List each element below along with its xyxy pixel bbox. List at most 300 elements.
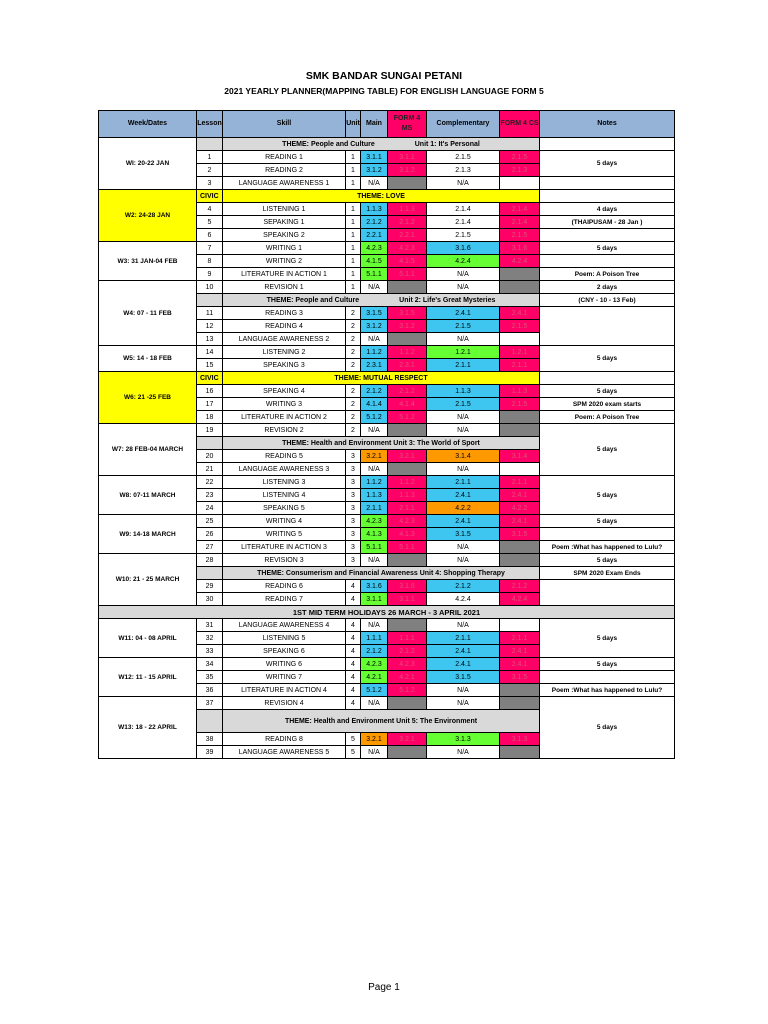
form4-cs: 2.4.1 bbox=[500, 658, 540, 671]
skill-name: LANGUAGE AWARENESS 2 bbox=[223, 333, 346, 346]
complementary-standard: N/A bbox=[427, 684, 500, 697]
main-standard: 4.2.3 bbox=[361, 658, 388, 671]
lesson-number: 5 bbox=[197, 216, 223, 229]
form4-ms: 1.1.2 bbox=[388, 346, 427, 359]
notes-cell: 5 days bbox=[540, 385, 675, 398]
lesson-row bbox=[99, 242, 675, 255]
lesson-number: 13 bbox=[197, 333, 223, 346]
form4-cs: 3.1.3 bbox=[500, 733, 540, 746]
lesson-number: 19 bbox=[197, 424, 223, 437]
skill-name: READING 6 bbox=[223, 580, 346, 593]
form4-cs bbox=[500, 541, 540, 554]
skill-name: READING 4 bbox=[223, 320, 346, 333]
form4-cs bbox=[500, 697, 540, 710]
unit-number: 3 bbox=[346, 450, 361, 463]
main-standard: N/A bbox=[361, 333, 388, 346]
theme-label: THEME: Health and Environment Unit 5: The Environment bbox=[284, 717, 478, 725]
form4-cs: 4.2.2 bbox=[500, 502, 540, 515]
form4-ms: 3.2.1 bbox=[388, 733, 427, 746]
theme-blank bbox=[197, 294, 223, 307]
main-standard: 3.1.2 bbox=[361, 164, 388, 177]
lesson-number: 7 bbox=[197, 242, 223, 255]
main-standard: 2.2.1 bbox=[361, 229, 388, 242]
main-standard: 3.1.2 bbox=[361, 320, 388, 333]
lesson-number: 34 bbox=[197, 658, 223, 671]
week-dates: W5: 14 - 18 FEB bbox=[99, 346, 197, 372]
main-standard: 3.1.5 bbox=[361, 307, 388, 320]
form4-cs bbox=[500, 463, 540, 476]
form4-cs: 4.2.4 bbox=[500, 593, 540, 606]
main-standard: 5.1.2 bbox=[361, 684, 388, 697]
unit-number: 3 bbox=[346, 554, 361, 567]
main-standard: 2.1.1 bbox=[361, 502, 388, 515]
main-standard: 4.1.5 bbox=[361, 255, 388, 268]
form4-ms: 3.1.1 bbox=[388, 593, 427, 606]
main-standard: 2.1.2 bbox=[361, 645, 388, 658]
lesson-number: 33 bbox=[197, 645, 223, 658]
theme-label: THEME: Consumerism and Financial Awareness Unit 4: Shopping Therapy bbox=[257, 569, 505, 577]
complementary-standard: N/A bbox=[427, 619, 500, 632]
lesson-number: 21 bbox=[197, 463, 223, 476]
form4-ms bbox=[388, 463, 427, 476]
week-dates: W2: 24-28 JAN bbox=[99, 190, 197, 242]
complementary-standard: 3.1.4 bbox=[427, 450, 500, 463]
form4-cs: 2.1.5 bbox=[500, 151, 540, 164]
skill-name: LITERATURE IN ACTION 4 bbox=[223, 684, 346, 697]
skill-name: LISTENING 1 bbox=[223, 203, 346, 216]
lesson-number: 6 bbox=[197, 229, 223, 242]
unit-number: 2 bbox=[346, 385, 361, 398]
lesson-number: 30 bbox=[197, 593, 223, 606]
lesson-number: 35 bbox=[197, 671, 223, 684]
week-dates: W10: 21 - 25 MARCH bbox=[99, 554, 197, 606]
skill-name: LISTENING 4 bbox=[223, 489, 346, 502]
complementary-standard: 2.1.1 bbox=[427, 359, 500, 372]
form4-ms: 2.1.2 bbox=[388, 216, 427, 229]
complementary-standard: N/A bbox=[427, 177, 500, 190]
skill-name: LITERATURE IN ACTION 1 bbox=[223, 268, 346, 281]
form4-cs: 2.1.1 bbox=[500, 476, 540, 489]
main-standard: N/A bbox=[361, 177, 388, 190]
col-form4-ms: FORM 4 MS bbox=[388, 111, 427, 138]
week-dates: W4: 07 - 11 FEB bbox=[99, 281, 197, 346]
lesson-number: 37 bbox=[197, 697, 223, 710]
complementary-standard: 2.1.1 bbox=[427, 632, 500, 645]
form4-cs: 3.1.5 bbox=[500, 528, 540, 541]
form4-ms: 1.1.1 bbox=[388, 632, 427, 645]
theme-cell bbox=[223, 437, 540, 450]
notes-cell: Poem: A Poison Tree bbox=[540, 268, 675, 281]
main-standard: 4.2.1 bbox=[361, 671, 388, 684]
skill-name: LISTENING 2 bbox=[223, 346, 346, 359]
holiday-label: 1ST MID TERM HOLIDAYS 26 MARCH - 3 APRIL 2021 bbox=[99, 606, 675, 619]
week-dates: W6: 21 -25 FEB bbox=[99, 372, 197, 424]
theme-cell bbox=[223, 138, 540, 151]
form4-cs bbox=[500, 554, 540, 567]
skill-name: SPEAKING 4 bbox=[223, 385, 346, 398]
lesson-number: 12 bbox=[197, 320, 223, 333]
notes-cell: Poem :What has happened to Lulu? bbox=[540, 541, 675, 554]
unit-number: 5 bbox=[346, 746, 361, 759]
complementary-standard: 2.4.1 bbox=[427, 515, 500, 528]
form4-cs: 2.1.3 bbox=[500, 164, 540, 177]
notes-cell bbox=[540, 229, 675, 242]
notes-cell: 5 days bbox=[540, 619, 675, 658]
main-standard: N/A bbox=[361, 463, 388, 476]
notes-cell bbox=[540, 138, 675, 151]
unit-number: 2 bbox=[346, 424, 361, 437]
main-standard: N/A bbox=[361, 619, 388, 632]
theme-blank bbox=[197, 138, 223, 151]
week-dates: W7: 28 FEB-04 MARCH bbox=[99, 424, 197, 476]
lesson-number: 25 bbox=[197, 515, 223, 528]
col-notes: Notes bbox=[540, 111, 675, 138]
complementary-standard: 3.1.5 bbox=[427, 671, 500, 684]
skill-name: READING 5 bbox=[223, 450, 346, 463]
skill-name: WRITING 2 bbox=[223, 255, 346, 268]
theme-cell bbox=[223, 710, 540, 733]
main-standard: 4.1.4 bbox=[361, 398, 388, 411]
skill-name: REVISION 1 bbox=[223, 281, 346, 294]
notes-cell bbox=[540, 255, 675, 268]
skill-name: SPEAKING 2 bbox=[223, 229, 346, 242]
unit-number: 2 bbox=[346, 411, 361, 424]
lesson-row bbox=[99, 346, 675, 359]
lesson-number: 38 bbox=[197, 733, 223, 746]
notes-cell: 5 days bbox=[540, 554, 675, 567]
unit-number: 4 bbox=[346, 645, 361, 658]
unit-title: Unit 1: It's Personal bbox=[414, 140, 480, 148]
skill-name: READING 1 bbox=[223, 151, 346, 164]
unit-number: 1 bbox=[346, 255, 361, 268]
form4-cs: 4.2.4 bbox=[500, 255, 540, 268]
skill-name: WRITING 6 bbox=[223, 658, 346, 671]
form4-cs: 2.1.5 bbox=[500, 398, 540, 411]
form4-ms: 4.1.3 bbox=[388, 528, 427, 541]
unit-number: 3 bbox=[346, 541, 361, 554]
notes-cell: 5 days bbox=[540, 658, 675, 671]
form4-ms: 1.1.2 bbox=[388, 476, 427, 489]
form4-cs: 2.1.2 bbox=[500, 580, 540, 593]
notes-cell: 5 days bbox=[540, 476, 675, 515]
unit-number: 4 bbox=[346, 671, 361, 684]
form4-ms bbox=[388, 746, 427, 759]
lesson-number: 16 bbox=[197, 385, 223, 398]
unit-number: 2 bbox=[346, 320, 361, 333]
lesson-number: 39 bbox=[197, 746, 223, 759]
lesson-number: 17 bbox=[197, 398, 223, 411]
lesson-number: 29 bbox=[197, 580, 223, 593]
lesson-number: 22 bbox=[197, 476, 223, 489]
main-standard: 1.1.2 bbox=[361, 346, 388, 359]
form4-ms: 2.1.1 bbox=[388, 502, 427, 515]
lesson-number: 24 bbox=[197, 502, 223, 515]
form4-cs bbox=[500, 177, 540, 190]
form4-cs: 2.4.1 bbox=[500, 515, 540, 528]
complementary-standard: 2.4.1 bbox=[427, 307, 500, 320]
unit-number: 5 bbox=[346, 733, 361, 746]
form4-ms: 5.1.1 bbox=[388, 268, 427, 281]
lesson-row bbox=[99, 554, 675, 567]
unit-title: Unit 2: Life's Great Mysteries bbox=[399, 296, 496, 304]
notes-cell bbox=[540, 528, 675, 541]
main-standard: 4.2.3 bbox=[361, 515, 388, 528]
complementary-standard: N/A bbox=[427, 463, 500, 476]
notes-cell bbox=[540, 372, 675, 385]
form4-cs: 2.1.5 bbox=[500, 229, 540, 242]
form4-ms bbox=[388, 333, 427, 346]
lesson-number: 31 bbox=[197, 619, 223, 632]
col-skill: Skill bbox=[223, 111, 346, 138]
skill-name: LANGUAGE AWARENESS 4 bbox=[223, 619, 346, 632]
complementary-standard: 3.1.5 bbox=[427, 528, 500, 541]
lesson-row bbox=[99, 619, 675, 632]
skill-name: LISTENING 5 bbox=[223, 632, 346, 645]
form4-cs bbox=[500, 411, 540, 424]
lesson-number: 23 bbox=[197, 489, 223, 502]
unit-number: 3 bbox=[346, 489, 361, 502]
main-standard: 5.1.2 bbox=[361, 411, 388, 424]
form4-cs bbox=[500, 424, 540, 437]
form4-ms: 4.1.5 bbox=[388, 255, 427, 268]
notes-cell: 2 days bbox=[540, 281, 675, 294]
skill-name: LANGUAGE AWARENESS 3 bbox=[223, 463, 346, 476]
unit-number: 1 bbox=[346, 268, 361, 281]
lesson-number: 28 bbox=[197, 554, 223, 567]
lesson-row bbox=[99, 697, 675, 710]
civic-row bbox=[99, 372, 675, 385]
unit-number: 3 bbox=[346, 515, 361, 528]
notes-cell: 5 days bbox=[540, 242, 675, 255]
form4-ms: 3.1.2 bbox=[388, 320, 427, 333]
form4-cs: 2.4.1 bbox=[500, 307, 540, 320]
week-dates: W12: 11 - 15 APRIL bbox=[99, 658, 197, 697]
complementary-standard: 1.2.1 bbox=[427, 346, 500, 359]
lesson-row bbox=[99, 424, 675, 437]
unit-number: 2 bbox=[346, 307, 361, 320]
main-standard: 3.2.1 bbox=[361, 450, 388, 463]
notes-cell: 5 days bbox=[540, 515, 675, 528]
main-standard: 3.1.1 bbox=[361, 593, 388, 606]
form4-cs bbox=[500, 746, 540, 759]
lesson-row bbox=[99, 515, 675, 528]
notes-cell bbox=[540, 177, 675, 190]
lesson-number: 8 bbox=[197, 255, 223, 268]
form4-ms bbox=[388, 281, 427, 294]
form4-ms: 4.2.1 bbox=[388, 671, 427, 684]
unit-number: 1 bbox=[346, 177, 361, 190]
complementary-standard: 2.1.3 bbox=[427, 164, 500, 177]
form4-ms: 4.1.4 bbox=[388, 398, 427, 411]
unit-number: 3 bbox=[346, 502, 361, 515]
form4-ms bbox=[388, 697, 427, 710]
complementary-standard: 2.4.1 bbox=[427, 658, 500, 671]
unit-number: 1 bbox=[346, 281, 361, 294]
lesson-number: 3 bbox=[197, 177, 223, 190]
form4-ms: 3.2.1 bbox=[388, 450, 427, 463]
lesson-number: 36 bbox=[197, 684, 223, 697]
notes-cell: 5 days bbox=[540, 151, 675, 177]
skill-name: SPEAKING 5 bbox=[223, 502, 346, 515]
skill-name: REVISION 3 bbox=[223, 554, 346, 567]
form4-ms: 5.1.2 bbox=[388, 411, 427, 424]
complementary-standard: 2.1.4 bbox=[427, 203, 500, 216]
unit-number: 4 bbox=[346, 684, 361, 697]
lesson-number: 1 bbox=[197, 151, 223, 164]
lesson-number: 2 bbox=[197, 164, 223, 177]
complementary-standard: N/A bbox=[427, 554, 500, 567]
lesson-row bbox=[99, 476, 675, 489]
complementary-standard: 2.1.5 bbox=[427, 320, 500, 333]
skill-name: READING 2 bbox=[223, 164, 346, 177]
complementary-standard: 2.1.2 bbox=[427, 580, 500, 593]
notes-cell bbox=[540, 190, 675, 203]
notes-cell: 5 days bbox=[540, 346, 675, 372]
theme-row bbox=[99, 138, 675, 151]
complementary-standard: N/A bbox=[427, 268, 500, 281]
form4-ms: 3.1.6 bbox=[388, 580, 427, 593]
week-dates: W9: 14-18 MARCH bbox=[99, 515, 197, 554]
school-title: SMK BANDAR SUNGAI PETANI bbox=[305, 70, 463, 82]
notes-cell: Poem :What has happened to Lulu? bbox=[540, 684, 675, 697]
lesson-number: 11 bbox=[197, 307, 223, 320]
week-dates: W13: 18 - 22 APRIL bbox=[99, 697, 197, 759]
form4-cs: 2.1.4 bbox=[500, 203, 540, 216]
form4-cs: 2.4.1 bbox=[500, 645, 540, 658]
holiday-row bbox=[99, 606, 675, 619]
main-standard: 5.1.1 bbox=[361, 541, 388, 554]
unit-number: 2 bbox=[346, 346, 361, 359]
form4-cs: 2.1.1 bbox=[500, 632, 540, 645]
theme-blank bbox=[197, 710, 223, 733]
unit-number: 1 bbox=[346, 242, 361, 255]
theme-label: THEME: Health and Environment Unit 3: The World of Sport bbox=[282, 439, 480, 447]
main-standard: 1.1.2 bbox=[361, 476, 388, 489]
complementary-standard: 3.1.3 bbox=[427, 733, 500, 746]
main-standard: 4.2.3 bbox=[361, 242, 388, 255]
form4-ms bbox=[388, 554, 427, 567]
skill-name: WRITING 4 bbox=[223, 515, 346, 528]
civic-label: CIVIC bbox=[197, 190, 223, 203]
unit-number: 4 bbox=[346, 697, 361, 710]
complementary-standard: N/A bbox=[427, 541, 500, 554]
lesson-number: 20 bbox=[197, 450, 223, 463]
form4-cs: 2.4.1 bbox=[500, 489, 540, 502]
skill-name: WRITING 5 bbox=[223, 528, 346, 541]
skill-name: READING 8 bbox=[223, 733, 346, 746]
complementary-standard: 2.1.4 bbox=[427, 216, 500, 229]
form4-ms: 2.3.1 bbox=[388, 359, 427, 372]
complementary-standard: N/A bbox=[427, 697, 500, 710]
table-header-row bbox=[99, 111, 675, 138]
skill-name: REVISION 2 bbox=[223, 424, 346, 437]
form4-cs: 3.1.4 bbox=[500, 450, 540, 463]
unit-number: 4 bbox=[346, 658, 361, 671]
notes-cell: 5 days bbox=[540, 424, 675, 476]
skill-name: READING 7 bbox=[223, 593, 346, 606]
form4-ms: 1.1.3 bbox=[388, 489, 427, 502]
skill-name: WRITING 3 bbox=[223, 398, 346, 411]
main-standard: N/A bbox=[361, 424, 388, 437]
lesson-number: 15 bbox=[197, 359, 223, 372]
unit-number: 1 bbox=[346, 216, 361, 229]
form4-cs bbox=[500, 281, 540, 294]
main-standard: N/A bbox=[361, 281, 388, 294]
main-standard: 2.1.2 bbox=[361, 216, 388, 229]
lesson-number: 4 bbox=[197, 203, 223, 216]
skill-name: LITERATURE IN ACTION 3 bbox=[223, 541, 346, 554]
notes-cell: (THAIPUSAM - 28 Jan ) bbox=[540, 216, 675, 229]
main-standard: 1.1.1 bbox=[361, 632, 388, 645]
complementary-standard: 4.2.4 bbox=[427, 593, 500, 606]
unit-number: 3 bbox=[346, 528, 361, 541]
civic-theme: THEME: LOVE bbox=[223, 190, 540, 203]
table-body bbox=[99, 138, 675, 759]
week-dates: W8: 07-11 MARCH bbox=[99, 476, 197, 515]
unit-number: 3 bbox=[346, 463, 361, 476]
unit-number: 2 bbox=[346, 333, 361, 346]
lesson-row bbox=[99, 658, 675, 671]
form4-cs: 1.1.3 bbox=[500, 385, 540, 398]
form4-cs: 2.1.1 bbox=[500, 359, 540, 372]
form4-ms: 3.1.1 bbox=[388, 151, 427, 164]
col-complementary: Complementary bbox=[427, 111, 500, 138]
unit-number: 4 bbox=[346, 580, 361, 593]
skill-name: SPEAKING 3 bbox=[223, 359, 346, 372]
form4-ms: 4.2.3 bbox=[388, 515, 427, 528]
skill-name: SEPAKING 1 bbox=[223, 216, 346, 229]
skill-name: SPEAKING 6 bbox=[223, 645, 346, 658]
form4-cs bbox=[500, 619, 540, 632]
lesson-number: 32 bbox=[197, 632, 223, 645]
notes-cell: 5 days bbox=[540, 697, 675, 759]
complementary-standard: 2.1.1 bbox=[427, 476, 500, 489]
page-number: Page 1 bbox=[368, 982, 400, 993]
complementary-standard: 2.1.5 bbox=[427, 398, 500, 411]
form4-ms: 3.1.5 bbox=[388, 307, 427, 320]
notes-cell: SPM 2020 exam starts bbox=[540, 398, 675, 411]
unit-number: 1 bbox=[346, 151, 361, 164]
main-standard: N/A bbox=[361, 697, 388, 710]
lesson-number: 26 bbox=[197, 528, 223, 541]
col-unit: Unit bbox=[346, 111, 361, 138]
form4-ms: 4.2.3 bbox=[388, 242, 427, 255]
civic-row bbox=[99, 190, 675, 203]
form4-ms: 2.1.2 bbox=[388, 385, 427, 398]
notes-cell: (CNY - 10 - 13 Feb) bbox=[540, 294, 675, 307]
form4-ms: 2.2.1 bbox=[388, 229, 427, 242]
skill-name: READING 3 bbox=[223, 307, 346, 320]
theme-label: THEME: People and Culture bbox=[282, 140, 375, 148]
unit-number: 1 bbox=[346, 164, 361, 177]
main-standard: 1.1.3 bbox=[361, 203, 388, 216]
skill-name: WRITING 7 bbox=[223, 671, 346, 684]
lesson-row bbox=[99, 281, 675, 294]
main-standard: N/A bbox=[361, 554, 388, 567]
form4-ms: 2.1.2 bbox=[388, 645, 427, 658]
week-dates: WI: 20-22 JAN bbox=[99, 138, 197, 190]
main-standard: 2.3.1 bbox=[361, 359, 388, 372]
unit-number: 2 bbox=[346, 398, 361, 411]
unit-number: 4 bbox=[346, 632, 361, 645]
form4-ms: 5.1.1 bbox=[388, 541, 427, 554]
form4-ms: 5.1.2 bbox=[388, 684, 427, 697]
complementary-standard: N/A bbox=[427, 424, 500, 437]
col-week: Week/Dates bbox=[99, 111, 197, 138]
col-form4-cs: FORM 4 CS bbox=[500, 111, 540, 138]
unit-number: 4 bbox=[346, 593, 361, 606]
lesson-number: 14 bbox=[197, 346, 223, 359]
